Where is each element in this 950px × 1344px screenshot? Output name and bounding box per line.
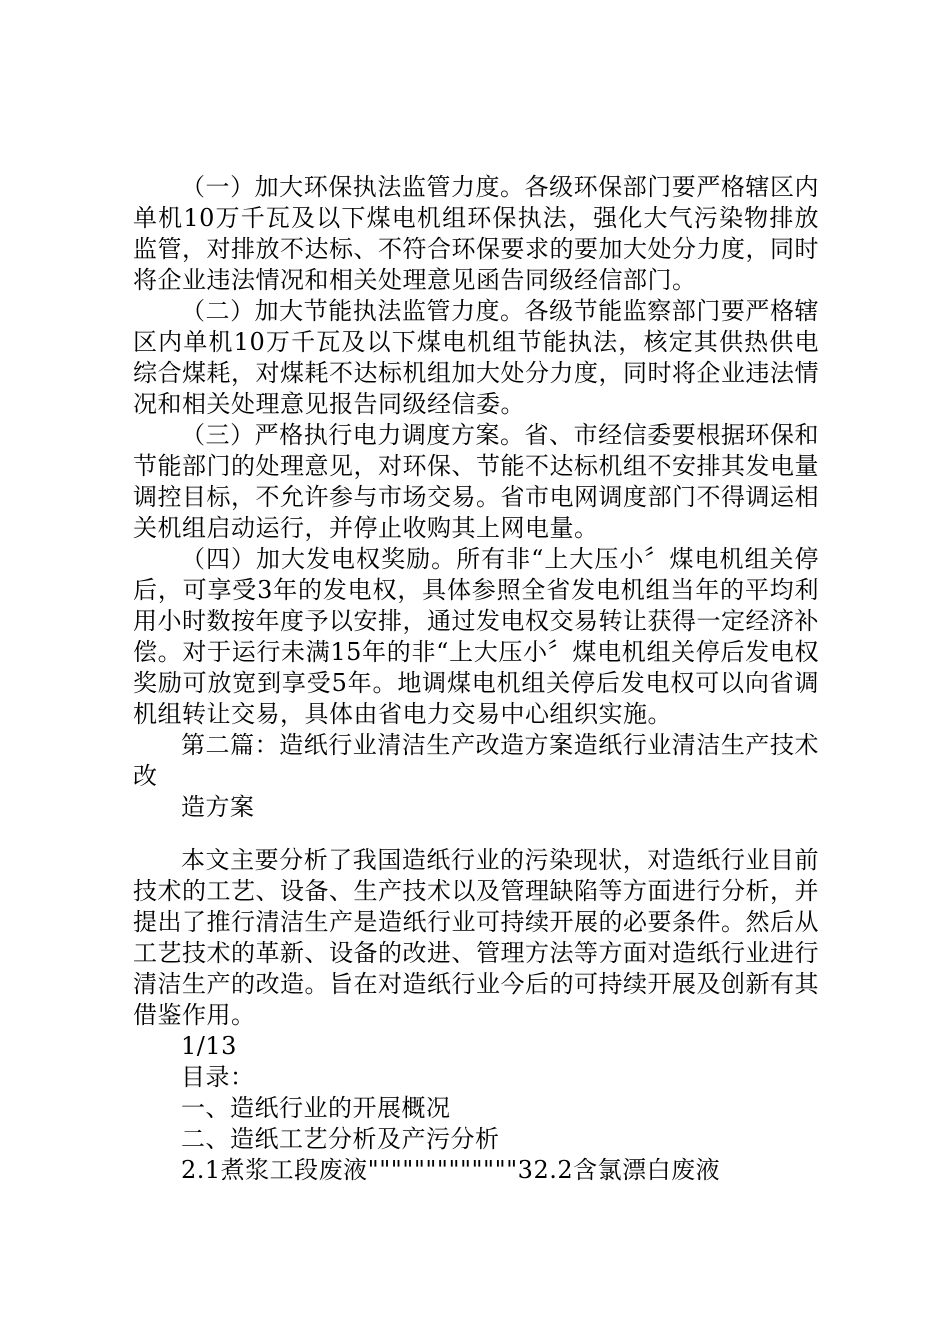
page-number: 1/13	[181, 1032, 237, 1060]
paragraph-energy-enforcement: （二）加大节能执法监管力度。各级节能监察部门要严格辖区内单机10万千瓦及以下煤电机组节能执法，核定其供热供电综合煤耗，对煤耗不达标机组加大处分力度，同时将企业违法情况和相关处理意见报告同级经信委。	[133, 297, 819, 418]
paragraph-dispatch-plan: （三）严格执行电力调度方案。省、市经信委要根据环保和节能部门的处理意见，对环保、节能不达标机组不安排其发电量调控目标，不允许参与市场交易。省市电网调度部门不得调运相关机组启动运行，并停止收购其上网电量。	[133, 421, 819, 542]
paragraph-environmental-enforcement: （一）加大环保执法监管力度。各级环保部门要严格辖区内单机10万千瓦及以下煤电机组环保执法，强化大气污染物排放监管，对排放不达标、不符合环保要求的要加大处分力度，同时将企业违法情况和相关处理意见函告同级经信部门。	[133, 173, 819, 294]
section-two-heading: 第二篇：造纸行业清洁生产改造方案造纸行业清洁生产技术改	[133, 731, 819, 790]
section-two-heading-continued: 造方案	[181, 793, 255, 821]
abstract-paragraph: 本文主要分析了我国造纸行业的污染现状，对造纸行业目前技术的工艺、设备、生产技术以及管理缺陷等方面进行分析，并提出了推行清洁生产是造纸行业可持续开展的必要条件。然后从工艺技术的革新、设备的改进、管理方法等方面对造纸行业进行清洁生产的改造。旨在对造纸行业今后的可持续开展及创新有其借鉴作用。	[133, 846, 819, 1029]
paragraph-generation-rights: （四）加大发电权奖励。所有非“上大压小〞煤电机组关停后，可享受3年的发电权，具体参照全省发电机组当年的平均利用小时数按年度予以安排，通过发电权交易转让获得一定经济补偿。对于运行未满15年的非“上大压小〞煤电机组关停后发电权奖励可放宽到享受5年。地调煤电机组关停后发电权可以向省调机组转让交易，具体由省电力交易中心组织实施。	[133, 545, 819, 728]
abstract-block	[133, 845, 819, 1186]
toc-item: 2.1煮浆工段废液"""""""""""""32.2含氯漂白废液	[181, 1156, 721, 1184]
toc-title: 目录：	[181, 1063, 255, 1091]
toc-item: 一、造纸行业的开展概况	[181, 1094, 451, 1122]
section-one-body	[133, 172, 819, 823]
toc-item: 二、造纸工艺分析及产污分析	[181, 1125, 500, 1153]
